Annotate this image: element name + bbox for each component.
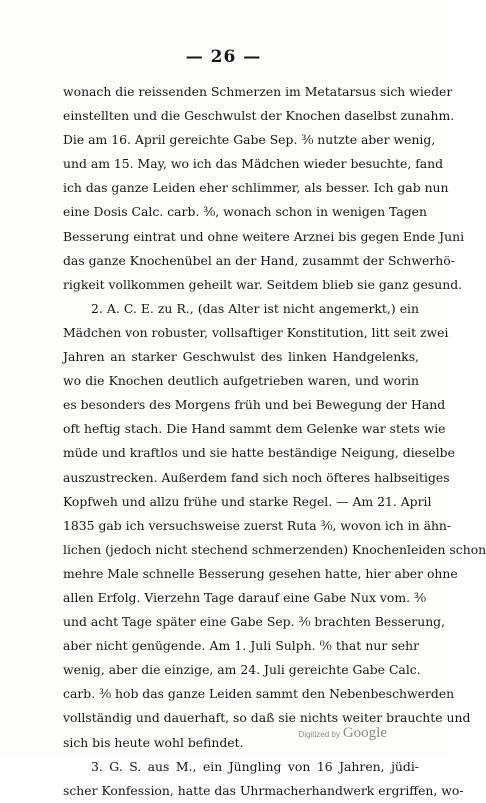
text-line: Die am 16. April gereichte Gabe Sep. ³⁄₀ nutzte aber wenig, xyxy=(63,132,436,148)
text-line: und am 15. May, wo ich das Mädchen wieder besuchte, fand xyxy=(63,156,444,172)
text-line: das ganze Knochenübel an der Hand, zusammt der Schwerhö- xyxy=(63,252,455,268)
text-line: einstellten und die Geschwulst der Knochen daselbst zunahm. xyxy=(63,108,455,124)
google-logo: Google xyxy=(342,725,387,741)
paragraph-start-line: 3. G. S. aus M., ein Jüngling von 16 Jahren, jüdi- xyxy=(91,758,419,774)
paragraph-start-line: 2. A. C. E. zu R., (das Alter ist nicht angemerkt,) ein xyxy=(91,300,419,316)
text-line: scher Konfession, hatte das Uhrmacherhandwerk ergriffen, wo- xyxy=(63,782,464,798)
text-line: wo die Knochen deutlich aufgetrieben waren, und worin xyxy=(63,373,419,389)
text-line: rigkeit vollkommen geheilt war. Seitdem blieb sie ganz gesund. xyxy=(63,276,463,292)
text-line: müde und kraftlos und sie hatte beständige Neigung, dieselbe xyxy=(63,445,455,461)
text-line: sich bis heute wohl befindet. xyxy=(63,734,244,750)
page-number: — 26 — xyxy=(185,47,262,67)
digitized-watermark xyxy=(298,724,387,742)
text-line: wonach die reissenden Schmerzen im Metatarsus sich wieder xyxy=(63,84,453,99)
text-line: wenig, aber die einzige, am 24. Juli gereichte Gabe Calc. xyxy=(63,662,421,678)
text-line: carb. ³⁄₀ hob das ganze Leiden sammt den Nebenbeschwerden xyxy=(63,686,455,702)
text-line: und acht Tage später eine Gabe Sep. ³⁄₀ brachten Besserung, xyxy=(63,614,446,630)
text-line: oft heftig stach. Die Hand sammt dem Gelenke war stets wie xyxy=(63,421,446,437)
text-line: Jahren an starker Geschwulst des linken Handgelenks, xyxy=(63,349,419,365)
text-line: vollständig und dauerhaft, so daß sie nichts weiter brauchte und xyxy=(63,710,471,726)
text-line: es besonders des Morgens früh und bei Bewegung der Hand xyxy=(63,397,446,413)
text-line: 1835 gab ich versuchsweise zuerst Ruta ³⁄₀, wovon ich in ähn- xyxy=(63,517,452,533)
text-line: aber nicht genügende. Am 1. Juli Sulph. ⁰⁄₀ that nur sehr xyxy=(63,638,419,654)
text-line: Besserung eintrat und ohne weitere Arznei bis gegen Ende Juni xyxy=(63,228,465,244)
text-line: allen Erfolg. Vierzehn Tage darauf eine Gabe Nux vom. ³⁄₀ xyxy=(63,589,426,605)
body-text xyxy=(63,80,486,803)
watermark-prefix: Digitized by xyxy=(298,730,340,739)
text-line: Mädchen von robuster, vollsaftiger Konstitution, litt seit zwei xyxy=(63,324,449,340)
text-line: lichen (jedoch nicht stechend schmerzenden) Knochenleiden schon xyxy=(63,541,486,557)
text-line: auszustrecken. Außerdem fand sich noch öfteres halbseitiges xyxy=(63,469,450,485)
text-line: Kopfweh und allzu frühe und starke Regel. — Am 21. April xyxy=(63,493,432,509)
text-line: ich das ganze Leiden eher schlimmer, als besser. Ich gab nun xyxy=(63,180,449,196)
text-line: eine Dosis Calc. carb. ³⁄₀, wonach schon in wenigen Tagen xyxy=(63,204,427,220)
text-line: mehre Male schnelle Besserung gesehen hatte, hier aber ohne xyxy=(63,565,458,581)
